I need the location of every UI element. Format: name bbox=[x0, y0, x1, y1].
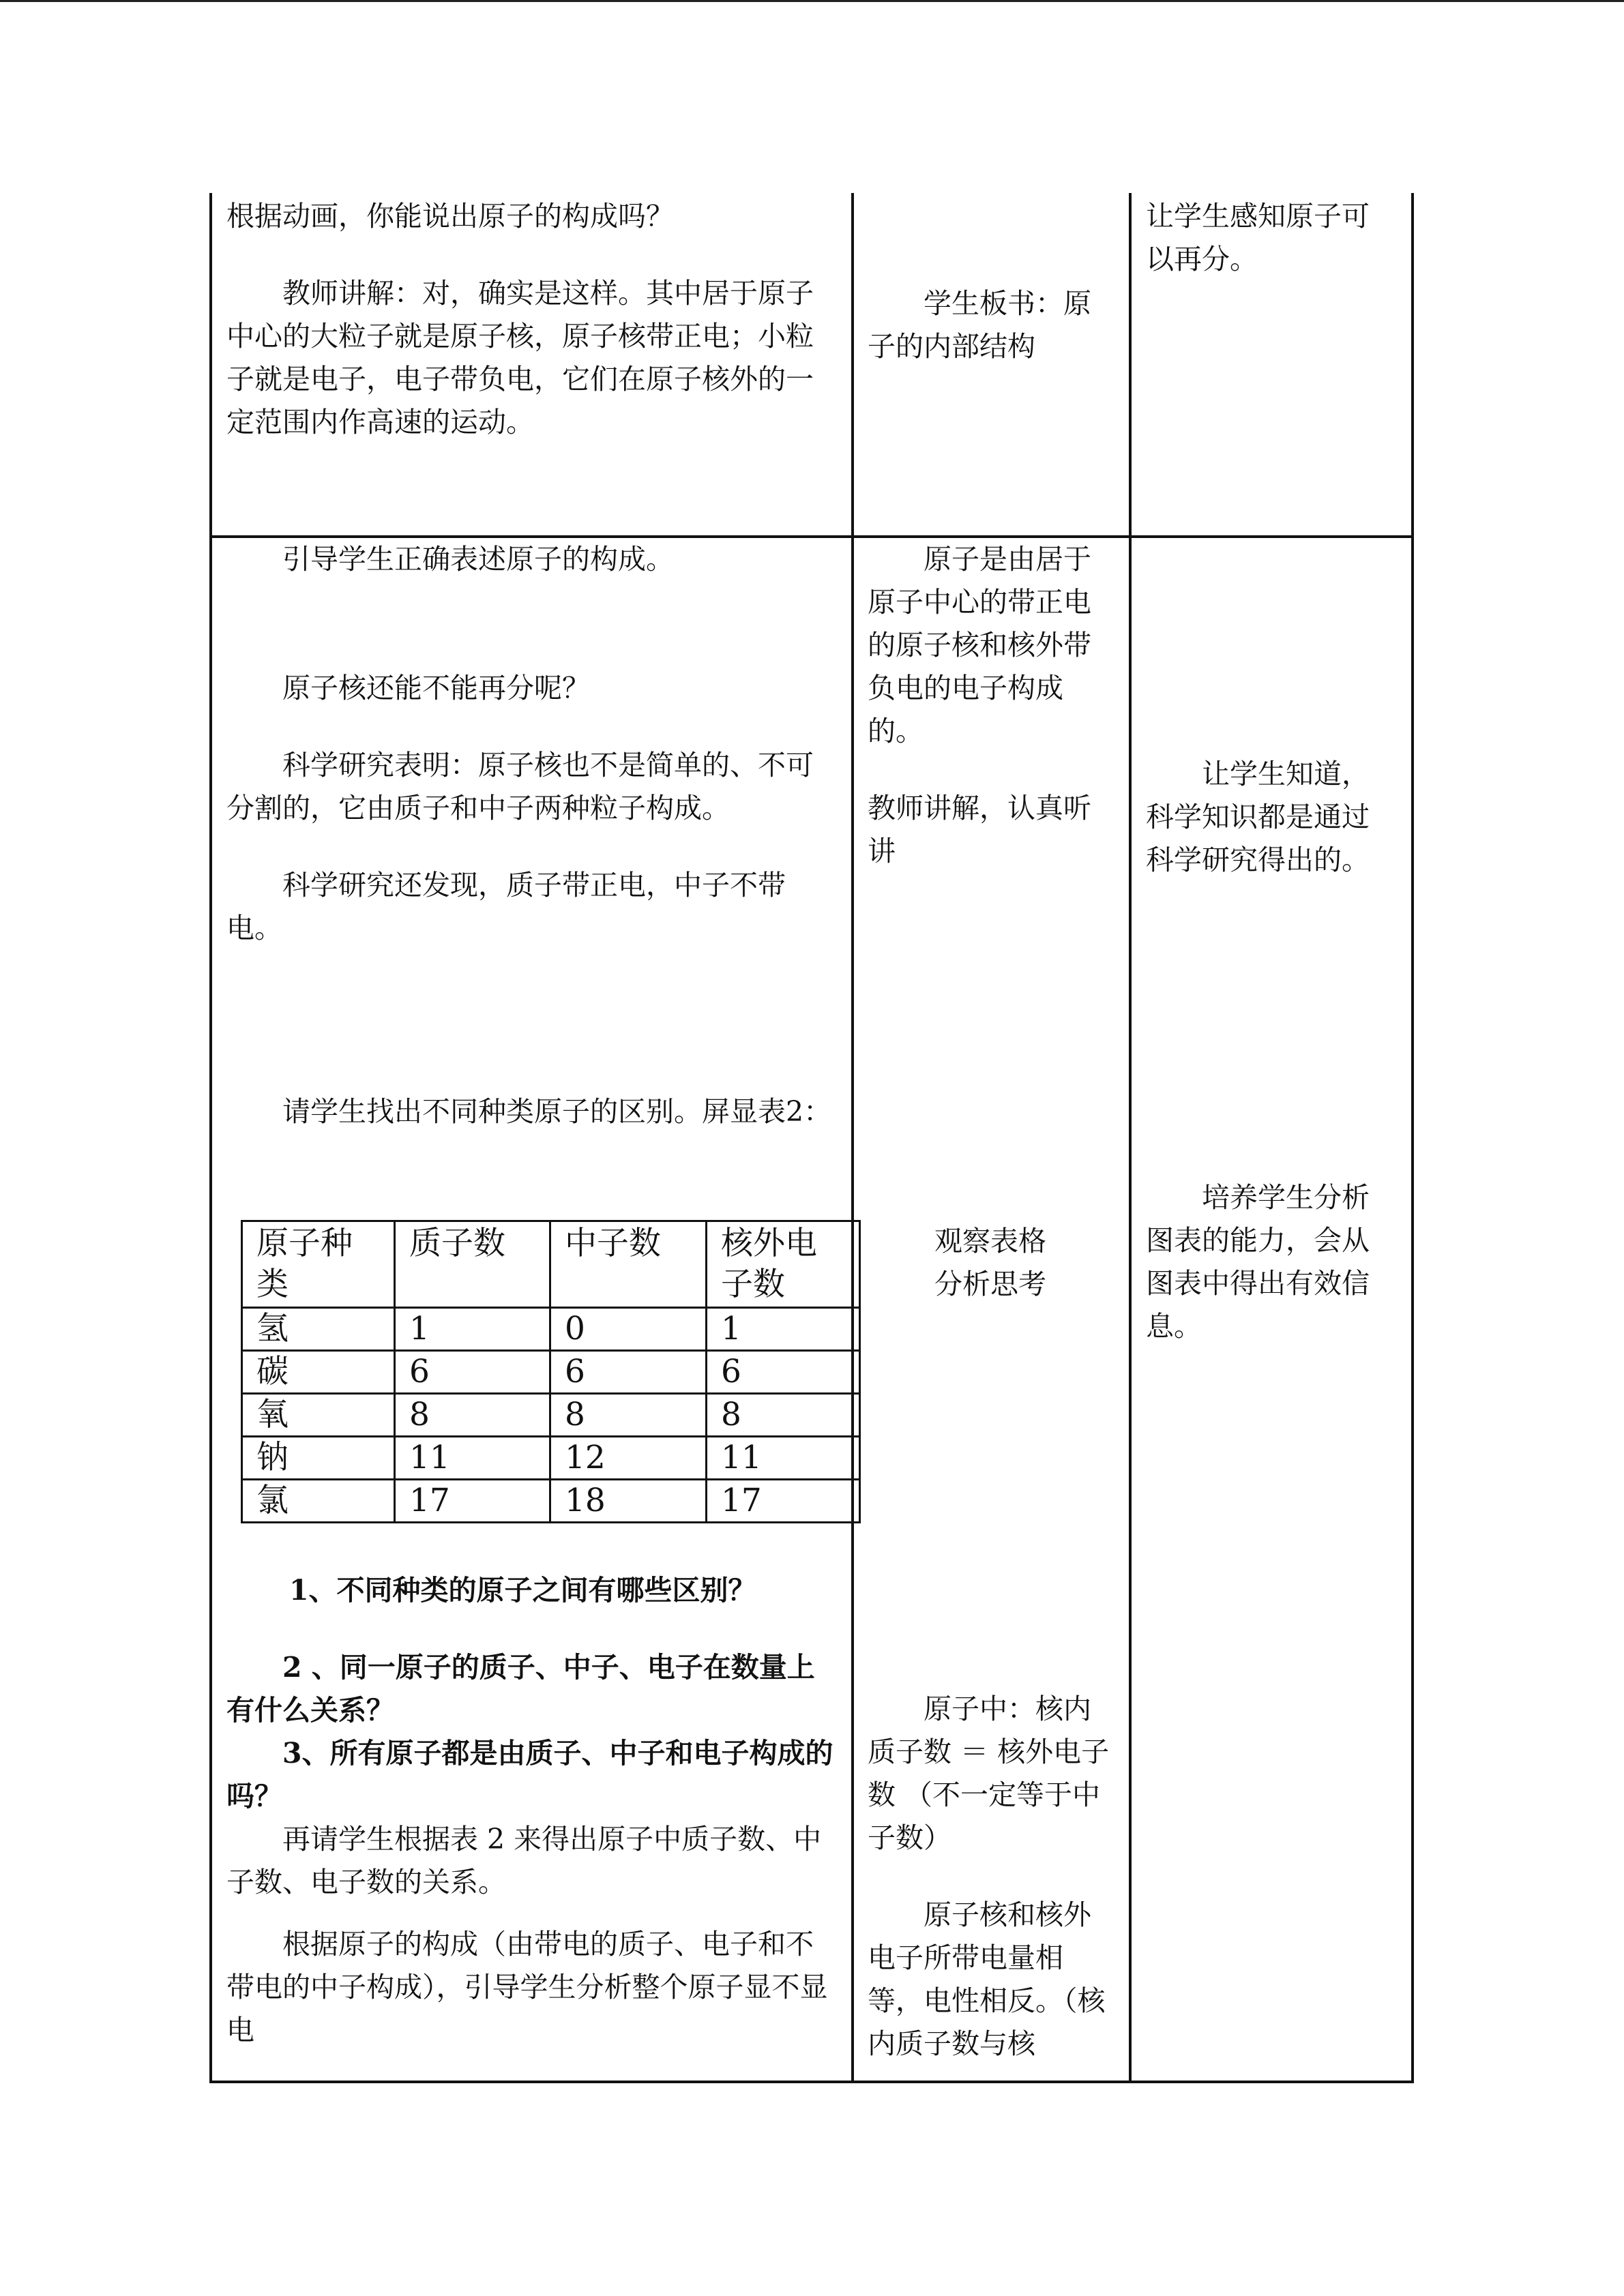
atom-structure-summary: 原子是由居于原子中心的带正电的原子核和核外带负电的电子构成的。 bbox=[868, 543, 1091, 747]
row1-middle-cell bbox=[868, 282, 1113, 368]
neutron-count: 8 bbox=[550, 1394, 707, 1437]
electron-count: 8 bbox=[707, 1394, 860, 1437]
table-row bbox=[242, 1308, 860, 1351]
table-row bbox=[242, 1351, 860, 1394]
neutron-count: 12 bbox=[550, 1437, 707, 1480]
listen-note: 教师讲解，认真听讲 bbox=[868, 792, 1091, 867]
atom-name: 氯 bbox=[242, 1480, 395, 1523]
analyze-think: 分析思考 bbox=[934, 1268, 1046, 1300]
row2-left-cell-lower bbox=[226, 1569, 833, 2052]
row1-left-cell bbox=[226, 195, 833, 444]
guide-statement: 引导学生正确表述原子的构成。 bbox=[282, 543, 674, 576]
page-top-rule bbox=[0, 0, 1624, 2]
header-neutron-count: 中子数 bbox=[550, 1221, 707, 1308]
observe-table-note bbox=[934, 1220, 1112, 1306]
neutron-count: 0 bbox=[550, 1308, 707, 1351]
proton-count: 6 bbox=[395, 1351, 550, 1394]
table-right-border bbox=[1411, 193, 1414, 2083]
table-row bbox=[242, 1394, 860, 1437]
charge-equality: 原子核和核外电子所带电量相等，电性相反。（核内质子数与核 bbox=[868, 1898, 1106, 2060]
question-1: 1、不同种类的原子之间有哪些区别？ bbox=[289, 1574, 756, 1607]
design-intent-2: 让学生知道，科学知识都是通过科学研究得出的。 bbox=[1146, 758, 1370, 876]
proton-count: 8 bbox=[395, 1394, 550, 1437]
row2-left-cell-upper bbox=[226, 538, 833, 1133]
proton-count: 17 bbox=[395, 1480, 550, 1523]
row2-middle-cell bbox=[868, 538, 1117, 873]
table-row bbox=[242, 1480, 860, 1523]
relation-instruction: 再请学生根据表 2 来得出原子中质子数、中子数、电子数的关系。 bbox=[226, 1823, 822, 1898]
design-intent-3: 培养学生分析图表的能力，会从图表中得出有效信息。 bbox=[1146, 1181, 1370, 1343]
neutrality-guide: 根据原子的构成（由带电的质子、电子和不带电的中子构成），引导学生分析整个原子显不显电 bbox=[226, 1928, 828, 2046]
table-left-border bbox=[209, 193, 212, 2083]
proton-electron-relation: 原子中：核内质子数 ＝ 核外电子数 （不一定等于中子数） bbox=[868, 1693, 1110, 1854]
table-bottom-border bbox=[209, 2081, 1414, 2083]
charge-research: 科学研究还发现，质子带正电，中子不带电。 bbox=[226, 869, 786, 944]
table-col-divider-1 bbox=[851, 193, 854, 2083]
nucleus-research: 科学研究表明：原子核也不是简单的、不可分割的，它由质子和中子两种粒子构成。 bbox=[226, 749, 814, 824]
row2-middle-cell-lower bbox=[868, 1688, 1117, 2066]
proton-count: 11 bbox=[395, 1437, 550, 1480]
row2-right-cell-lower bbox=[1146, 1176, 1385, 1348]
atom-name: 碳 bbox=[242, 1351, 395, 1394]
neutron-count: 6 bbox=[550, 1351, 707, 1394]
proton-count: 1 bbox=[395, 1308, 550, 1351]
row1-right-cell bbox=[1146, 195, 1385, 281]
atom-name: 氢 bbox=[242, 1308, 395, 1351]
table-intro: 请学生找出不同种类原子的区别。屏显表2： bbox=[282, 1095, 832, 1128]
header-atom-type: 原子种类 bbox=[242, 1221, 395, 1308]
electron-count: 6 bbox=[707, 1351, 860, 1394]
header-proton-count: 质子数 bbox=[395, 1221, 550, 1308]
observe-table: 观察表格 bbox=[934, 1225, 1046, 1257]
table-row bbox=[242, 1437, 860, 1480]
question-3: 3、所有原子都是由质子、中子和电子构成的吗？ bbox=[226, 1737, 833, 1813]
nucleus-question: 原子核还能不能再分呢？ bbox=[282, 672, 590, 704]
teacher-explanation: 教师讲解：对，确实是这样。其中居于原子中心的大粒子就是原子核，原子核带正电；小粒子就是电子，电子带负电，它们在原子核外的一定范围内作高速的运动。 bbox=[226, 277, 814, 438]
table-header-row bbox=[242, 1221, 860, 1308]
header-electron-count: 核外电子数 bbox=[707, 1221, 860, 1308]
neutron-count: 18 bbox=[550, 1480, 707, 1523]
atom-composition-table bbox=[241, 1220, 861, 1523]
atom-name: 氧 bbox=[242, 1394, 395, 1437]
table-col-divider-2 bbox=[1129, 193, 1132, 2083]
electron-count: 11 bbox=[707, 1437, 860, 1480]
question-2: 2 、同一原子的质子、中子、电子在数量上有什么关系？ bbox=[226, 1651, 815, 1727]
design-intent-1: 让学生感知原子可以再分。 bbox=[1146, 200, 1370, 275]
animation-question: 根据动画，你能说出原子的构成吗？ bbox=[226, 200, 674, 233]
row2-right-cell-upper bbox=[1146, 753, 1385, 882]
student-board-note: 学生板书：原子的内部结构 bbox=[868, 287, 1091, 363]
atom-name: 钠 bbox=[242, 1437, 395, 1480]
electron-count: 17 bbox=[707, 1480, 860, 1523]
electron-count: 1 bbox=[707, 1308, 860, 1351]
